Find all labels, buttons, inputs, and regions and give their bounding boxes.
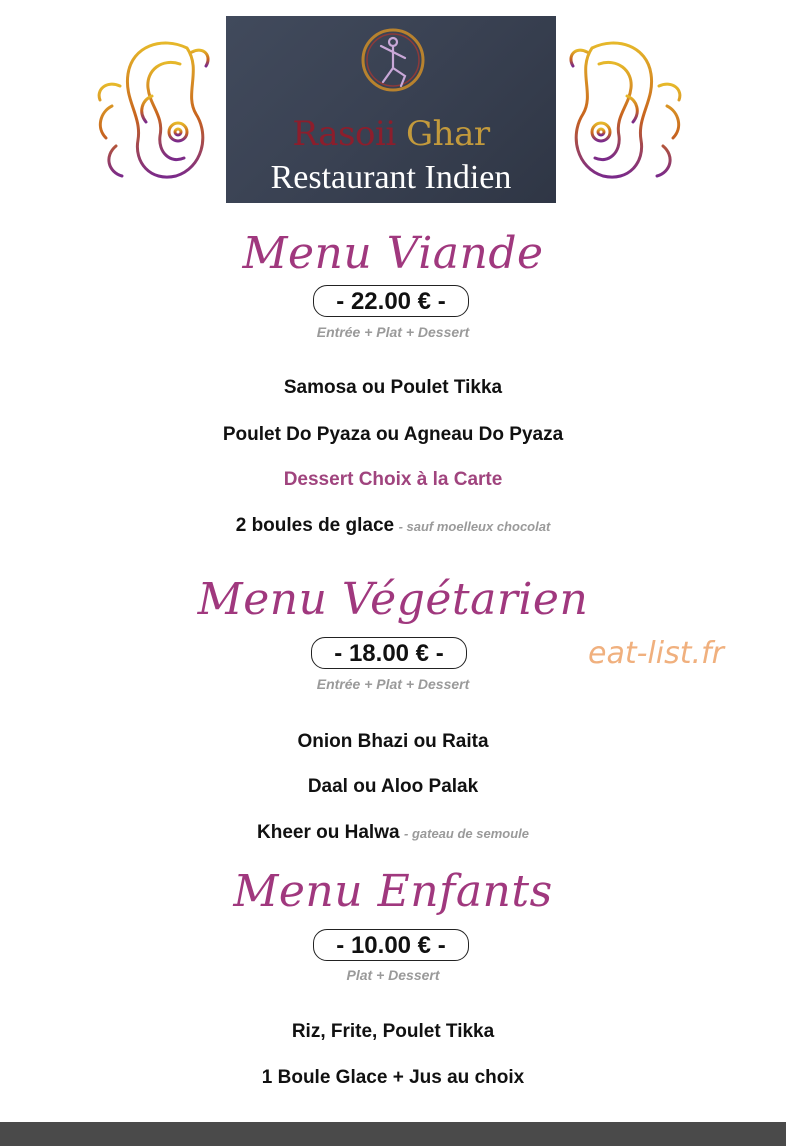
menu-item: Riz, Frite, Poulet Tikka — [291, 1021, 495, 1042]
menu-item-text: Kheer ou Halwa — [257, 822, 400, 843]
price-subtitle-viande: Entrée + Plat + Dessert — [316, 324, 470, 340]
logo-name-word-1: Rasoii — [292, 114, 396, 154]
menu-item: 1 Boule Glace + Jus au choix — [261, 1067, 525, 1088]
paisley-icon — [92, 36, 216, 186]
menu-item: Daal ou Aloo Palak — [307, 776, 479, 797]
menu-title-vegetarien: Menu Végétarien — [197, 574, 589, 625]
price-subtitle-enfants: Plat + Dessert — [346, 967, 440, 983]
price-badge-viande: - 22.00 € - — [313, 285, 469, 317]
menu-item: Onion Bhazi ou Raita — [297, 731, 489, 752]
logo-subtitle: Restaurant Indien — [270, 159, 512, 196]
dancer-emblem-icon — [361, 20, 425, 112]
menu-item: Samosa ou Poulet Tikka — [283, 377, 503, 398]
menu-item-with-note — [0, 515, 786, 537]
watermark-text: eat-list.fr — [588, 636, 724, 671]
menu-title-enfants: Menu Enfants — [233, 866, 553, 917]
price-subtitle-vegetarien: Entrée + Plat + Dessert — [316, 676, 470, 692]
menu-item-dessert-heading: Dessert Choix à la Carte — [283, 469, 503, 490]
logo-name-word-2: Ghar — [406, 114, 490, 154]
bottom-scroll-bar — [0, 1122, 786, 1146]
menu-title-viande: Menu Viande — [242, 228, 544, 279]
menu-item-note: - sauf moelleux chocolat — [398, 519, 551, 534]
paisley-icon — [563, 36, 687, 186]
restaurant-logo — [226, 16, 556, 203]
menu-item-text: 2 boules de glace — [235, 515, 395, 536]
menu-item-with-note — [0, 822, 786, 844]
price-badge-enfants: - 10.00 € - — [313, 929, 469, 961]
price-badge-vegetarien: - 18.00 € - — [311, 637, 467, 669]
logo-name — [226, 114, 556, 154]
menu-item-note: - gateau de semoule — [404, 826, 529, 841]
menu-item: Poulet Do Pyaza ou Agneau Do Pyaza — [222, 424, 564, 445]
